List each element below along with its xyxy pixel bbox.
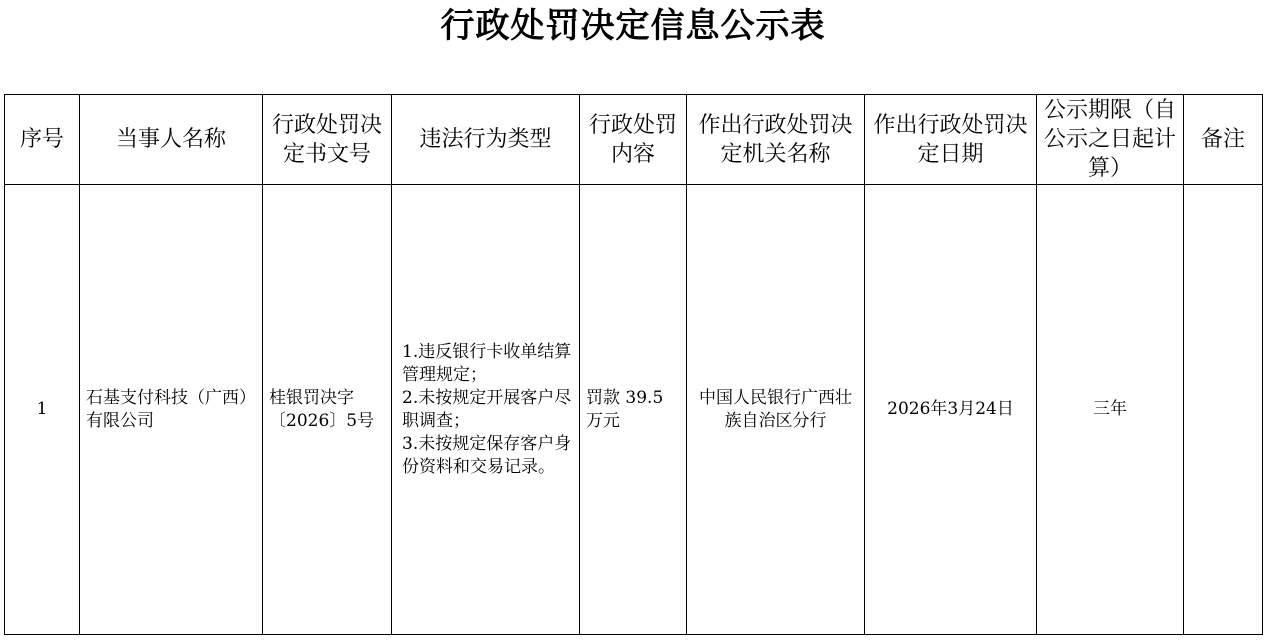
header-index: 序号 — [5, 95, 80, 185]
cell-remark — [1184, 185, 1263, 635]
page-title: 行政处罚决定信息公示表 — [440, 6, 826, 46]
header-party: 当事人名称 — [80, 95, 263, 185]
header-date: 作出行政处罚决定日期 — [865, 95, 1037, 185]
header-penalty: 行政处罚内容 — [580, 95, 687, 185]
header-remark: 备注 — [1184, 95, 1263, 185]
header-row — [5, 95, 1263, 185]
cell-authority: 中国人民银行广西壮族自治区分行 — [687, 185, 865, 635]
penalty-table — [4, 94, 1263, 635]
header-authority: 作出行政处罚决定机关名称 — [687, 95, 865, 185]
cell-doc-no: 桂银罚决字〔2026〕5号 — [263, 185, 392, 635]
cell-period: 三年 — [1037, 185, 1184, 635]
header-doc-no: 行政处罚决定书文号 — [263, 95, 392, 185]
cell-violation: 1.违反银行卡收单结算管理规定； 2.未按规定开展客户尽职调查； 3.未按规定保存客户身份资料和交易记录。 — [392, 185, 580, 635]
cell-date: 2026年3月24日 — [865, 185, 1037, 635]
cell-party: 石基支付科技（广西）有限公司 — [80, 185, 263, 635]
header-violation: 违法行为类型 — [392, 95, 580, 185]
cell-index: 1 — [5, 185, 80, 635]
header-period: 公示期限（自公示之日起计算） — [1037, 95, 1184, 185]
table-row — [5, 185, 1263, 635]
cell-penalty: 罚款 39.5 万元 — [580, 185, 687, 635]
